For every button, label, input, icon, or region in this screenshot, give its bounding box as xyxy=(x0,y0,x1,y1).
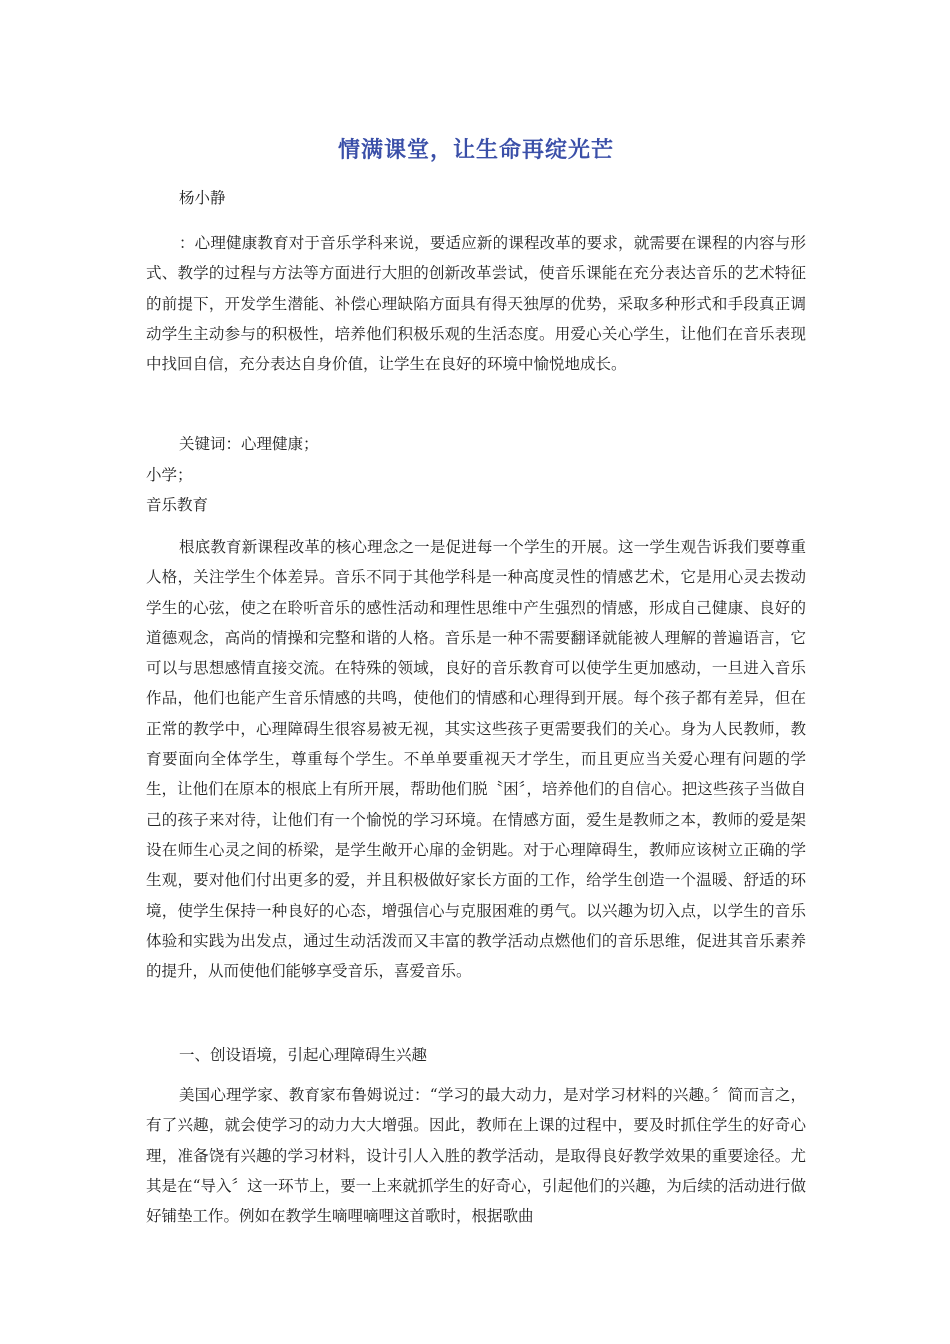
section-heading-1: 一、创设语境，引起心理障碍生兴趣 xyxy=(179,1046,428,1064)
article-title: 情满课堂，让生命再绽光芒 xyxy=(337,137,614,163)
keywords-line-3: 音乐教育 xyxy=(146,496,209,514)
article-author: 杨小静 xyxy=(179,189,226,207)
body-paragraph-1: 根底教育新课程改革的核心理念之一是促进每一个学生的开展。这一学生观告诉我们要尊重人格，关注学生个体差异。音乐不同于其他学科是一种高度灵性的情感艺术，它是用心灵去拨动学生的心弦，使之在聆听音乐的感性活动和理性思维中产生强烈的情感，形成自己健康、良好的道德观念，高尚的情操和完整和谐的人格。音乐是一种不需要翻译就能被人理解的普遍语言，它可以与思想感情直接交流。在特殊的领域，良好的音乐教育可以使学生更加感动，一旦进入音乐作品，他们也能产生音乐情感的共鸣，使他们的情感和心理得到开展。每个孩子都有差异，但在正常的教学中，心理障碍生很容易被无视，其实这些孩子更需要我们的关心。身为人民教师，教育要面向全体学生，尊重每个学生。不单单要重视天才学生，而且更应当关爱心理有问题的学生，让他们在原本的根底上有所开展，帮助他们脱〝困〞，培养他们的自信心。把这些孩子当做自己的孩子来对待，让他们有一个愉悦的学习环境。在情感方面，爱生是教师之本，教师的爱是架设在师生心灵之间的桥梁，是学生敞开心扉的金钥匙。对于心理障碍生，教师应该树立正确的学生观，要对他们付出更多的爱，并且积极做好家长方面的工作，给学生创造一个温暖、舒适的环境，使学生保持一种良好的心态，增强信心与克服困难的勇气。以兴趣为切入点，以学生的音乐体验和实践为出发点，通过生动活泼而又丰富的教学活动点燃他们的音乐思维，促进其音乐素养的提升，从而使他们能够享受音乐，喜爱音乐。 xyxy=(146,538,806,981)
abstract-paragraph: ：心理健康教育对于音乐学科来说，要适应新的课程改革的要求，就需要在课程的内容与形式、教学的过程与方法等方面进行大胆的创新改革尝试，使音乐课能在充分表达音乐的艺术特征的前提下，开发学生潜能、补偿心理缺陷方面具有得天独厚的优势，采取多种形式和手段真正调动学生主动参与的积极性，培养他们积极乐观的生活态度。用爱心关心学生，让他们在音乐表现中找回自信，充分表达自身价值，让学生在良好的环境中愉悦地成长。 xyxy=(146,234,806,374)
body-paragraph-2: 美国心理学家、教育家布鲁姆说过：“学习的最大动力，是对学习材料的兴趣。〞简而言之，有了兴趣，就会使学习的动力大大增强。因此，教师在上课的过程中，要及时抓住学生的好奇心理，准备饶有兴趣的学习材料，设计引人入胜的教学活动，是取得良好教学效果的重要途径。尤其是在“导入〞这一环节上，要一上来就抓学生的好奇心，引起他们的兴趣，为后续的活动进行做好铺垫工作。例如在教学生嘀哩嘀哩这首歌时，根据歌曲 xyxy=(146,1086,806,1226)
keywords-line-1: 关键词：心理健康； xyxy=(179,435,319,453)
keywords-line-2: 小学； xyxy=(146,466,193,484)
